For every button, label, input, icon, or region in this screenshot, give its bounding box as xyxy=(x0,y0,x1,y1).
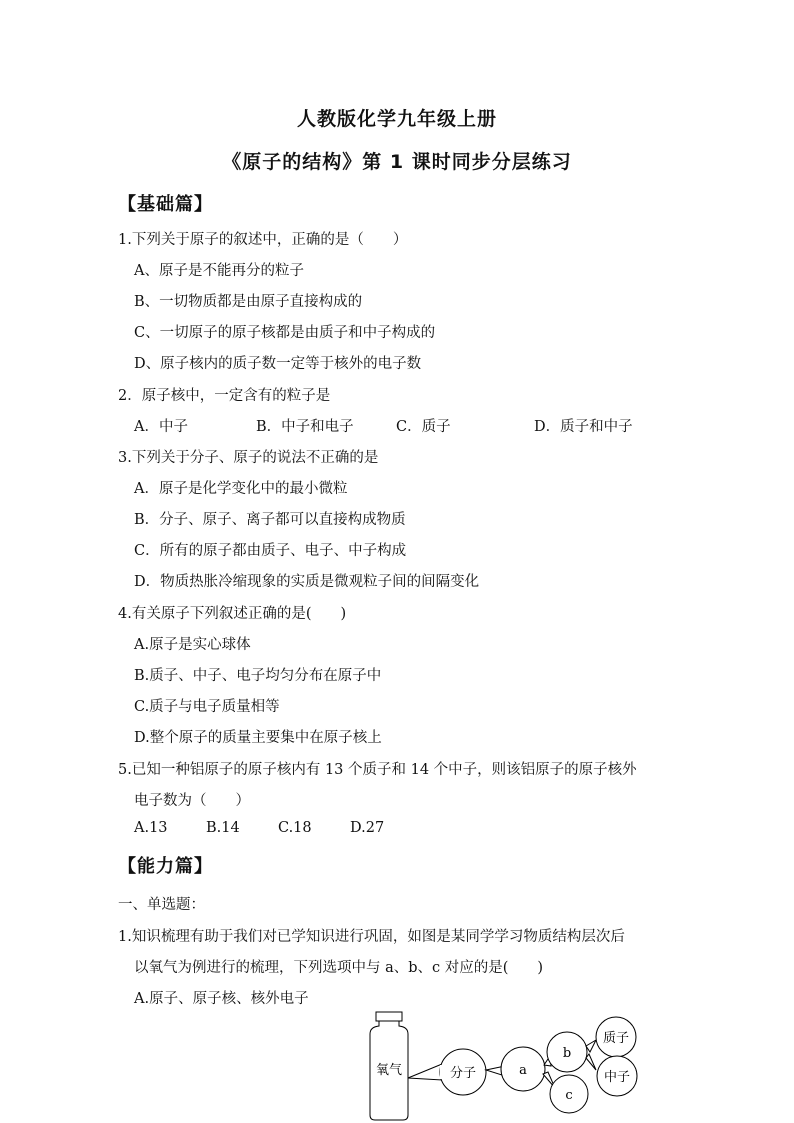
question-2-stem: 2．原子核中，一定含有的粒子是 xyxy=(118,388,331,404)
c-label: c xyxy=(565,1088,573,1103)
molecule-label: 分子 xyxy=(449,1066,477,1081)
question-5-stem-continued: 电子数为（ ） xyxy=(134,793,250,809)
question-2-option-d: D．质子和中子 xyxy=(534,419,633,435)
question-3-stem: 3.下列关于分子、原子的说法不正确的是 xyxy=(118,450,379,466)
question-1-option-a: A、原子是不能再分的粒子 xyxy=(134,263,304,279)
ability-question-1-option-a: A.原子、原子核、核外电子 xyxy=(134,991,309,1007)
neutron-label: 中子 xyxy=(603,1070,631,1085)
question-4-option-a: A.原子是实心球体 xyxy=(134,637,251,653)
question-2-option-b: B．中子和电子 xyxy=(256,419,354,435)
question-3-option-b: B．分子、原子、离子都可以直接构成物质 xyxy=(134,512,406,528)
question-4-option-c: C.质子与电子质量相等 xyxy=(134,699,280,715)
question-3-option-c: C．所有的原子都由质子、电子、中子构成 xyxy=(134,543,407,559)
question-5-stem: 5.已知一种铝原子的原子核内有 13 个质子和 14 个中子，则该铝原子的原子核外 xyxy=(118,762,637,778)
question-4-option-b: B.质子、中子、电子均匀分布在原子中 xyxy=(134,668,382,684)
wedge-mask xyxy=(440,1065,444,1079)
part-heading-single-choice: 一、单选题： xyxy=(118,897,205,913)
document-subtitle: 《原子的结构》第 1 课时同步分层练习 xyxy=(222,151,572,173)
question-5-option-b: B.14 xyxy=(206,820,240,836)
question-1-option-d: D、原子核内的质子数一定等于核外的电子数 xyxy=(134,356,422,372)
structure-diagram xyxy=(360,1010,660,1123)
question-4-stem: 4.有关原子下列叙述正确的是( ) xyxy=(118,606,347,622)
connector-b-neutron xyxy=(586,1054,596,1070)
document-title: 人教版化学九年级上册 xyxy=(296,108,497,130)
b-label: b xyxy=(562,1046,572,1061)
connector-bottle-molecule xyxy=(408,1064,442,1080)
question-5-option-a: A.13 xyxy=(134,820,168,836)
question-4-option-d: D.整个原子的质量主要集中在原子核上 xyxy=(134,730,382,746)
connector-b-proton xyxy=(586,1040,596,1052)
question-1-stem: 1.下列关于原子的叙述中，正确的是（ ） xyxy=(118,232,408,248)
a-label: a xyxy=(519,1063,527,1078)
question-2-option-a: A．中子 xyxy=(134,419,188,435)
question-1-option-b: B、一切物质都是由原子直接构成的 xyxy=(134,294,363,310)
bottle-label: 氧气 xyxy=(375,1063,403,1078)
question-5-option-c: C.18 xyxy=(278,820,312,836)
ability-question-1-stem: 1.知识梳理有助于我们对已学知识进行巩固，如图是某同学学习物质结构层次后 xyxy=(118,929,625,945)
section-heading-ability: 【能力篇】 xyxy=(118,856,213,877)
question-5-option-d: D.27 xyxy=(350,820,385,836)
ability-question-1-stem-continued: 以氧气为例进行的梳理，下列选项中与 a、b、c 对应的是( ) xyxy=(134,960,544,976)
proton-label: 质子 xyxy=(602,1031,630,1046)
question-3-option-d: D．物质热胀冷缩现象的实质是微观粒子间的间隔变化 xyxy=(134,574,480,590)
question-2-option-c: C．质子 xyxy=(396,419,451,435)
question-3-option-a: A．原子是化学变化中的最小微粒 xyxy=(134,481,348,497)
section-heading-basic: 【基础篇】 xyxy=(118,194,213,215)
question-1-option-c: C、一切原子的原子核都是由质子和中子构成的 xyxy=(134,325,436,341)
